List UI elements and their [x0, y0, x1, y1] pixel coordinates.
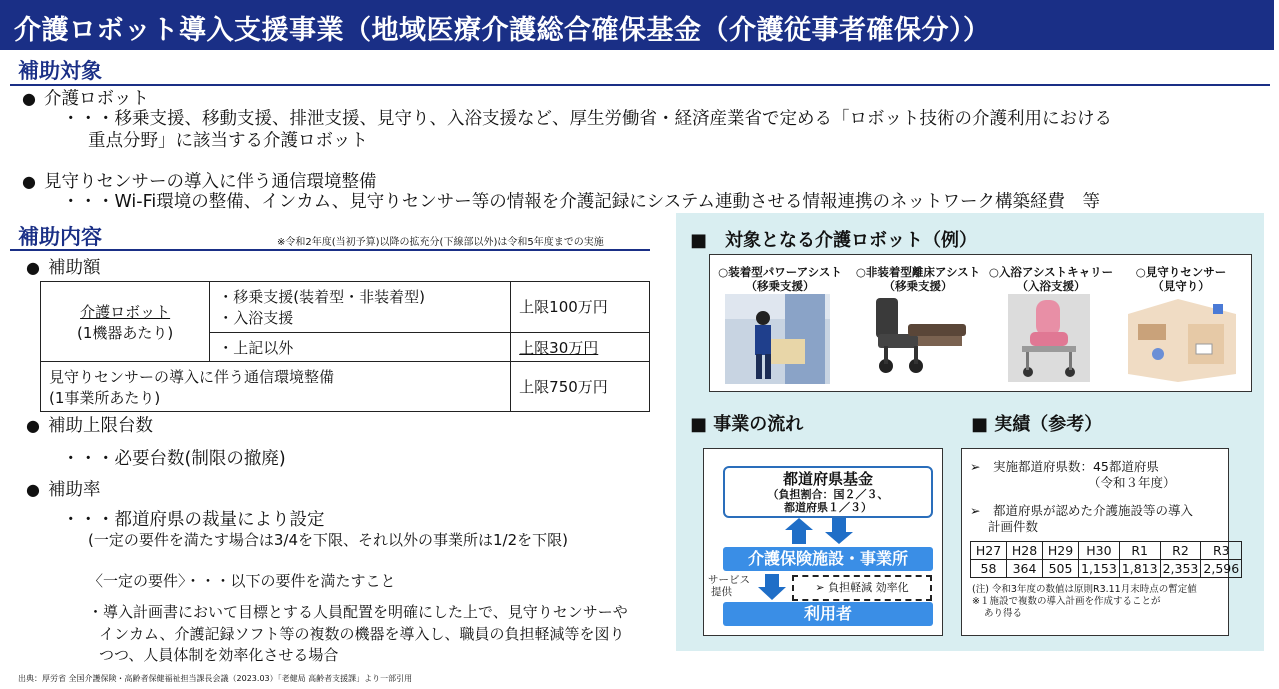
flow-heading: ■ 事業の流れ	[690, 414, 804, 435]
robot-4-label	[1114, 265, 1248, 293]
row3-label-a: 見守りセンサーの導入に伴う通信環境整備	[49, 367, 335, 386]
results-counts-row	[971, 560, 1242, 578]
target-item-network: ● 見守りセンサーの導入に伴う通信環境整備	[22, 171, 376, 193]
target-item-robot-desc-2: 重点分野」に該当する介護ロボット	[88, 131, 368, 151]
target-item-robot-desc-1: ・・・移乗支援、移動支援、排泄支援、見守り、入浴支援など、厚生労働省・経済産業省で定める「ロボット技術の介護利用における	[62, 109, 1112, 129]
facility-bar: 介護保険施設・事業所	[723, 547, 933, 571]
flow-arrows-top	[782, 516, 862, 546]
service-arrow-icon	[756, 573, 788, 601]
row2-items: ・上記以外	[210, 332, 511, 361]
results-pref-line-2: （令和３年度）	[1088, 475, 1176, 490]
robot-sub: (1機器あたり)	[76, 323, 174, 342]
page-title: 介護ロボット導入支援事業（地域医療介護総合確保基金（介護従事者確保分））	[14, 15, 991, 46]
content-note: ※令和2年度(当初予算)以降の拡充分(下線部以外)は令和5年度までの実施	[277, 237, 604, 248]
target-heading-line	[10, 84, 1270, 86]
target-item-network-desc: ・・・Wi-Fi環境の整備、インカム、見守りセンサー等の情報を介護記録にシステム連動させる情報連携のネットワーク構築経費 等	[62, 192, 1101, 212]
results-heading: ■ 実績（参考）	[971, 414, 1103, 435]
robot-2-label	[851, 265, 985, 293]
burden-line-1: （負担割合：国２／３、	[767, 488, 889, 501]
requirement-line-1: ・導入計画書において目標とする人員配置を明確にした上で、見守りセンサーや	[88, 603, 628, 621]
year-cell: H28	[1007, 542, 1043, 560]
robot-4-sub: （見守り）	[1152, 279, 1210, 293]
service-line-1: サービス	[708, 574, 750, 586]
robot-3-label	[984, 265, 1118, 293]
results-notes	[972, 584, 1197, 620]
rate-desc: ・・・都道府県の裁量により設定	[62, 510, 325, 530]
robot-4-name: ○見守りセンサー	[1135, 265, 1227, 279]
results-note-3: あり得る	[984, 608, 1023, 619]
robot-1-sub: （移乗支援）	[745, 279, 815, 293]
subsidy-table	[40, 281, 650, 412]
results-note-1: (注) 令和3年度の数値は原則R3.11月末時点の暫定値	[972, 584, 1197, 595]
row3-limit: 上限750万円	[511, 362, 650, 412]
year-cell: R2	[1160, 542, 1201, 560]
bath-carry-image	[1008, 294, 1090, 382]
amount-title: ● 補助額	[26, 257, 100, 279]
wearable-assist-image	[725, 294, 830, 384]
row1-item-a: ・移乗支援(装着型・非装着型)	[218, 287, 425, 306]
year-cell: R3	[1201, 542, 1242, 560]
results-pref-line-1: ➢ 実施都道府県数：45都道府県	[970, 459, 1159, 474]
target-heading: 補助対象	[18, 59, 102, 83]
rate-note: (一定の要件を満たす場合は3/4を下限、それ以外の事業所は1/2を下限)	[88, 531, 568, 549]
robot-1-label	[713, 265, 847, 293]
row1-limit: 上限100万円	[511, 282, 650, 333]
robot-3-name: ○入浴アシストキャリー	[988, 265, 1114, 279]
requirement-title: 〈一定の要件〉・・・以下の要件を満たすこと	[88, 572, 396, 590]
row2-limit: 上限30万円	[519, 338, 599, 357]
results-note-2: ※１施設で複数の導入計画を作成することが	[972, 596, 1161, 607]
up-arrow-icon	[785, 518, 813, 544]
row3-label-b: (1事業所あたり)	[49, 388, 161, 407]
effect-box: ➢ 負担軽減 効率化	[792, 575, 932, 601]
service-label	[708, 574, 750, 598]
robot-label: 介護ロボット	[80, 302, 171, 321]
row2-limit-cell	[511, 332, 650, 361]
row1-item-b: ・入浴支援	[218, 308, 294, 327]
content-heading: 補助内容	[18, 225, 102, 249]
fund-box	[723, 466, 933, 518]
year-cell: H27	[971, 542, 1007, 560]
units-desc: ・・・必要台数(制限の撤廃)	[62, 449, 286, 469]
units-title: ● 補助上限台数	[26, 415, 153, 437]
count-cell: 364	[1007, 560, 1043, 578]
results-years-row	[971, 542, 1242, 560]
robot-2-sub: （移乗支援）	[883, 279, 953, 293]
year-cell: H30	[1079, 542, 1120, 560]
source-note: 出典：厚労省 全国介護保険・高齢者保健福祉担当課長会議（2023.03）「老健局 高齢者支援課」より一部引用	[18, 674, 413, 683]
content-heading-line	[10, 249, 650, 251]
results-plan-line-1: ➢ 都道府県が認めた介護施設等の導入	[970, 503, 1193, 518]
year-cell: H29	[1043, 542, 1079, 560]
robot-1-name: ○装着型パワーアシスト	[718, 265, 842, 279]
results-plan-line-2: 計画件数	[988, 519, 1039, 534]
row3-label-cell	[41, 362, 511, 412]
user-bar: 利用者	[723, 602, 933, 626]
results-pref	[970, 459, 1176, 491]
robots-heading: ■ 対象となる介護ロボット（例）	[690, 230, 978, 251]
watch-sensor-image	[1118, 294, 1246, 382]
results-table	[970, 541, 1242, 578]
count-cell: 1,153	[1079, 560, 1120, 578]
count-cell: 505	[1043, 560, 1079, 578]
down-arrow-icon	[825, 518, 853, 544]
robot-2-name: ○非装着型離床アシスト	[855, 265, 981, 279]
count-cell: 2,596	[1201, 560, 1242, 578]
target-item-robot: ● 介護ロボット	[22, 88, 149, 110]
results-plan	[970, 503, 1193, 535]
transfer-assist-image	[868, 294, 972, 382]
count-cell: 2,353	[1160, 560, 1201, 578]
robot-cell	[41, 282, 210, 362]
burden-line-2: 都道府県１／３）	[784, 501, 872, 514]
requirement-line-3: つつ、人員体制を効率化させる場合	[99, 646, 339, 664]
robot-3-sub: （入浴支援）	[1016, 279, 1086, 293]
robot-items-cell	[210, 282, 511, 333]
service-line-2: 提供	[711, 586, 732, 598]
fund-label: 都道府県基金	[782, 470, 873, 488]
rate-title: ● 補助率	[26, 479, 100, 501]
count-cell: 1,813	[1119, 560, 1160, 578]
year-cell: R1	[1119, 542, 1160, 560]
count-cell: 58	[971, 560, 1007, 578]
requirement-line-2: インカム、介護記録ソフト等の複数の機器を導入し、職員の負担軽減等を図り	[99, 625, 625, 643]
